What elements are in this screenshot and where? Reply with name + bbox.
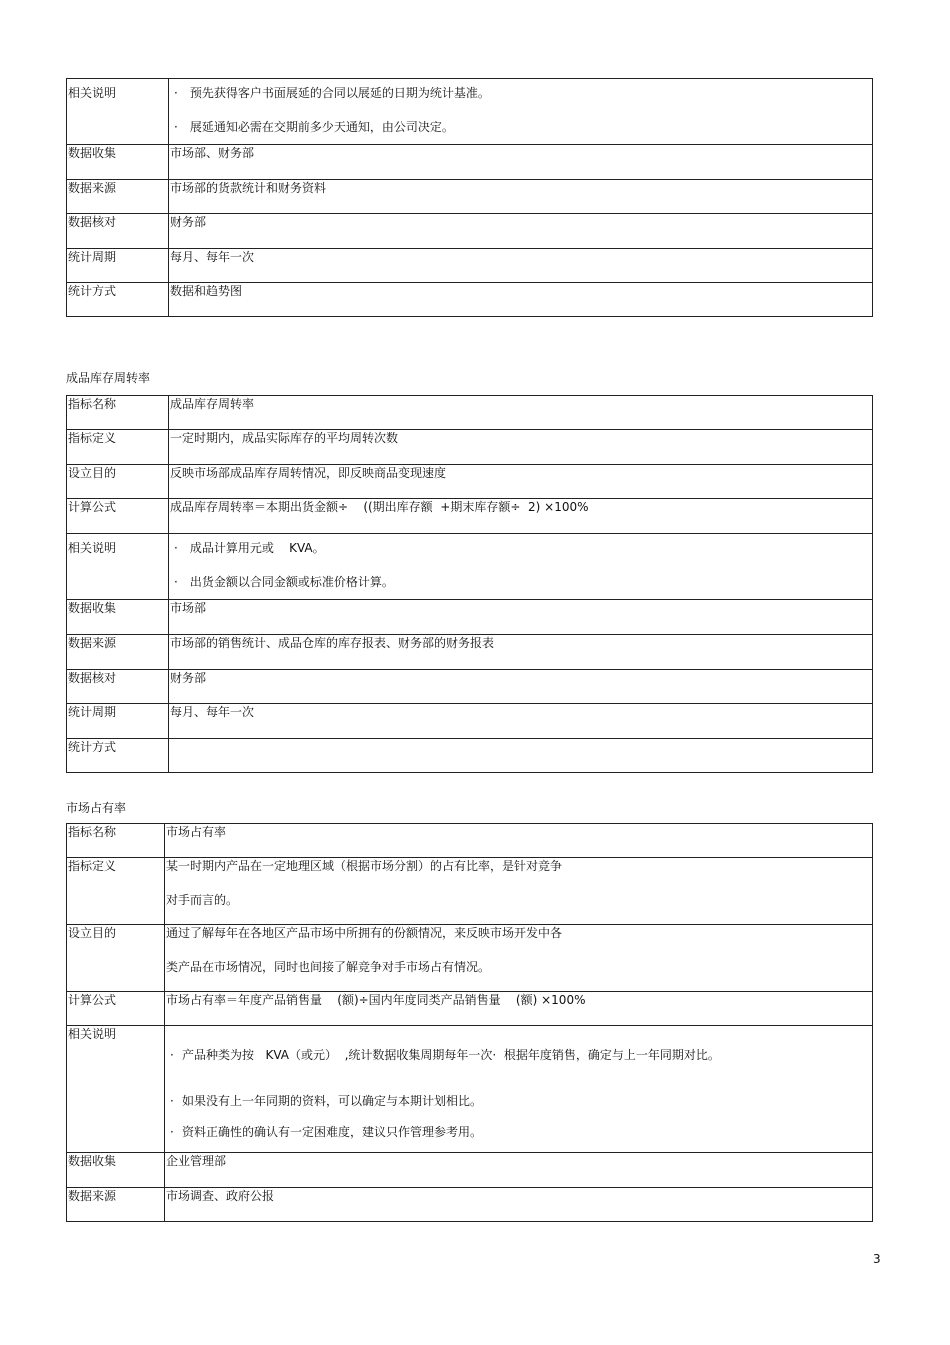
row-value (169, 79, 873, 145)
section-title: 市场占有率 (66, 801, 127, 815)
row-value: 成品库存周转率 (169, 396, 873, 430)
row-label: 计算公式 (67, 992, 165, 1026)
table-row (67, 534, 873, 600)
row-label: 指标定义 (67, 430, 169, 465)
row-value: 成品库存周转率＝本期出货金额÷ ((期出库存额 +期末库存额÷ 2) ×100% (169, 499, 873, 534)
table-row (67, 249, 873, 283)
table-row (67, 396, 873, 430)
text-line: 通过了解每年在各地区产品市场中所拥有的份额情况，来反映市场开发中各 (166, 926, 563, 940)
row-value: 市场部的销售统计、成品仓库的库存报表、财务部的财务报表 (169, 635, 873, 670)
row-value: 市场部 (169, 600, 873, 635)
row-value: 每月、每年一次 (169, 704, 873, 739)
list-item: · 出货金额以合同金额或标准价格计算。 (170, 574, 872, 590)
list-item: · 资料正确性的确认有一定困难度，建议只作管理参考用。 (166, 1124, 872, 1140)
row-value: 企业管理部 (165, 1153, 873, 1188)
text-line: 对手而言的。 (166, 893, 239, 907)
row-value: 市场占有率 (165, 824, 873, 858)
row-label: 统计方式 (67, 283, 169, 317)
table-row (67, 925, 873, 992)
row-value: 市场占有率＝年度产品销售量 (额)÷国内年度同类产品销售量 (额) ×100% (165, 992, 873, 1026)
row-value: 反映市场部成品库存周转情况，即反映商品变现速度 (169, 465, 873, 499)
row-label: 相关说明 (67, 534, 169, 600)
table-row (67, 992, 873, 1026)
row-label: 设立目的 (67, 465, 169, 499)
table-row (67, 214, 873, 249)
row-label: 相关说明 (67, 79, 169, 145)
row-value (169, 534, 873, 600)
row-value: 市场调查、政府公报 (165, 1188, 873, 1222)
kpi-table-continued (66, 78, 873, 317)
kpi-table-inventory-turnover (66, 395, 873, 773)
page-number: 3 (873, 1252, 881, 1266)
row-value: 财务部 (169, 214, 873, 249)
table-row (67, 1188, 873, 1222)
row-value: 数据和趋势图 (169, 283, 873, 317)
row-label: 数据核对 (67, 670, 169, 704)
row-value: 市场部、财务部 (169, 145, 873, 180)
table-row (67, 283, 873, 317)
list-item: · 产品种类为按 KVA（或元） ,统计数据收集周期每年一次· 根据年度销售，确定与上一年同期对比。 (166, 1047, 872, 1063)
list-item: · 成品计算用元或 KVA。 (170, 540, 872, 556)
table-row (67, 430, 873, 465)
row-label: 计算公式 (67, 499, 169, 534)
section-title: 成品库存周转率 (66, 371, 151, 385)
row-value (165, 925, 873, 992)
row-label: 统计周期 (67, 704, 169, 739)
table-row (67, 858, 873, 925)
bullet-icon: · (174, 575, 178, 589)
table-row (67, 600, 873, 635)
bullet-icon: · (174, 541, 178, 555)
table-row (67, 465, 873, 499)
bullet-icon: · (170, 1094, 174, 1108)
kpi-table-market-share (66, 823, 873, 1222)
table-row (67, 499, 873, 534)
row-label: 统计方式 (67, 739, 169, 773)
row-value: 一定时期内，成品实际库存的平均周转次数 (169, 430, 873, 465)
row-label: 指标名称 (67, 824, 165, 858)
bullet-icon: · (174, 120, 178, 134)
bullet-icon: · (170, 1048, 174, 1062)
row-label: 数据收集 (67, 600, 169, 635)
row-value (169, 739, 873, 773)
row-value (165, 858, 873, 925)
text-line: 类产品在市场情况，同时也间接了解竞争对手市场占有情况。 (166, 960, 491, 974)
table-row (67, 739, 873, 773)
table-row (67, 1153, 873, 1188)
row-label: 统计周期 (67, 249, 169, 283)
row-value (165, 1026, 873, 1153)
row-label: 数据来源 (67, 1188, 165, 1222)
row-value: 市场部的货款统计和财务资料 (169, 180, 873, 214)
row-label: 数据核对 (67, 214, 169, 249)
table-row (67, 180, 873, 214)
table-row (67, 635, 873, 670)
row-label: 指标定义 (67, 858, 165, 925)
list-item: · 预先获得客户书面展延的合同以展延的日期为统计基准。 (170, 85, 872, 101)
row-label: 相关说明 (67, 1026, 165, 1153)
row-label: 数据收集 (67, 145, 169, 180)
bullet-icon: · (170, 1125, 174, 1139)
row-label: 数据来源 (67, 180, 169, 214)
row-value: 财务部 (169, 670, 873, 704)
row-label: 设立目的 (67, 925, 165, 992)
table-row (67, 1026, 873, 1153)
table-row (67, 670, 873, 704)
table-row (67, 145, 873, 180)
row-label: 数据来源 (67, 635, 169, 670)
row-value: 每月、每年一次 (169, 249, 873, 283)
text-line: 某一时期内产品在一定地理区域（根据市场分割）的占有比率，是针对竞争 (166, 859, 563, 873)
table-row (67, 704, 873, 739)
table-row (67, 79, 873, 145)
row-label: 指标名称 (67, 396, 169, 430)
bullet-icon: · (174, 86, 178, 100)
list-item: · 展延通知必需在交期前多少天通知，由公司决定。 (170, 119, 872, 135)
row-label: 数据收集 (67, 1153, 165, 1188)
table-row (67, 824, 873, 858)
list-item: · 如果没有上一年同期的资料，可以确定与本期计划相比。 (166, 1093, 872, 1109)
